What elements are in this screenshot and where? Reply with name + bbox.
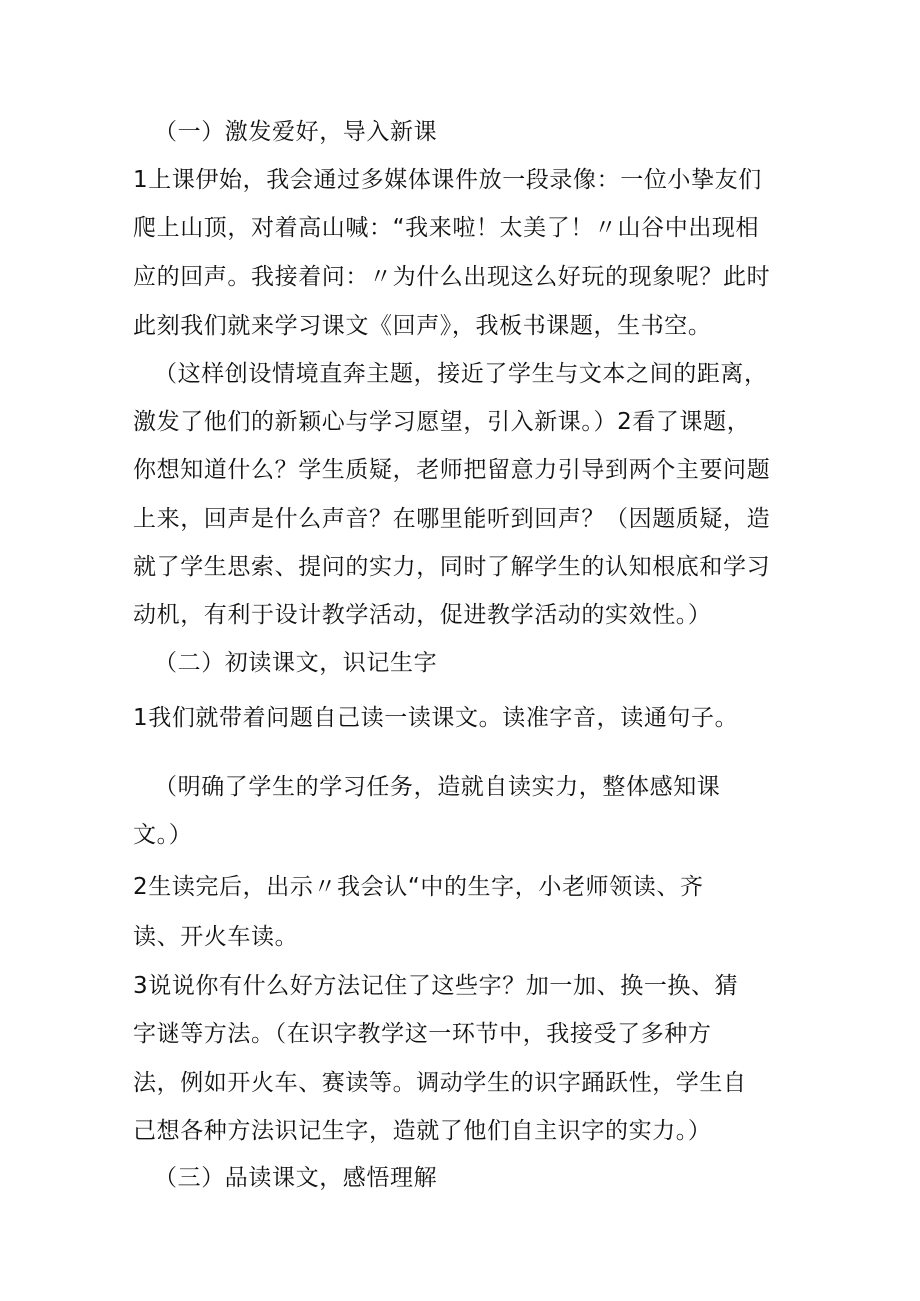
paragraph-line: （明确了学生的学习任务，造就自读实力，整体感知课 [154,774,721,800]
paragraph-line: 文。） [133,822,193,848]
paragraph-line: 动机，有利于设计教学活动，促进教学活动的实效性。） [133,602,712,628]
paragraph-line: 法，例如开火车、赛读等。调动学生的识字踊跃性，学生自 [133,1070,747,1096]
paragraph-line: 就了学生思索、提问的实力，同时了解学生的认知根底和学习 [133,554,771,580]
section-heading-1: （一）激发爱好，导入新课 [154,119,438,145]
paragraph-line: 上来，回声是什么声音？在哪里能听到回声？（因题质疑，造 [133,506,771,532]
paragraph-line: 此刻我们就来学习课文《回声》，我板书课题，生书空。 [133,313,712,339]
paragraph-line: 1我们就带着问题自己读一读课文。读准字音，读通句子。 [133,705,739,731]
paragraph-line: 激发了他们的新颖心与学习愿望，引入新课。）2看了课题， [133,409,751,435]
paragraph-line: 字谜等方法。（在识字教学这一环节中，我接受了多种方 [133,1021,712,1047]
paragraph-line: 你想知道什么？学生质疑，老师把留意力引导到两个主要问题 [133,457,771,483]
section-heading-2: （二）初读课文，识记生字 [154,650,438,676]
paragraph-line: 己想各种方法识记生字，造就了他们自主识字的实力。） [133,1118,712,1144]
section-heading-3: （三）品读课文，感悟理解 [154,1165,438,1191]
paragraph-line: 爬上山顶，对着高山喊：“我来啦！太美了！〃山谷中出现相 [133,215,760,241]
paragraph-line: （这样创设情境直奔主题，接近了学生与文本之间的距离， [154,361,768,387]
paragraph-line: 读、开火车读。 [133,924,299,950]
paragraph-line: 应的回声。我接着问：〃为什么出现这么好玩的现象呢？此时 [133,264,771,290]
paragraph-line: 1上课伊始，我会通过多媒体课件放一段录像：一位小挚友们 [133,167,762,193]
paragraph-line: 2生读完后，出示〃我会认“中的生字，小老师领读、齐 [133,874,704,900]
paragraph-line: 3说说你有什么好方法记住了这些字？加一加、换一换、猜 [133,973,739,999]
